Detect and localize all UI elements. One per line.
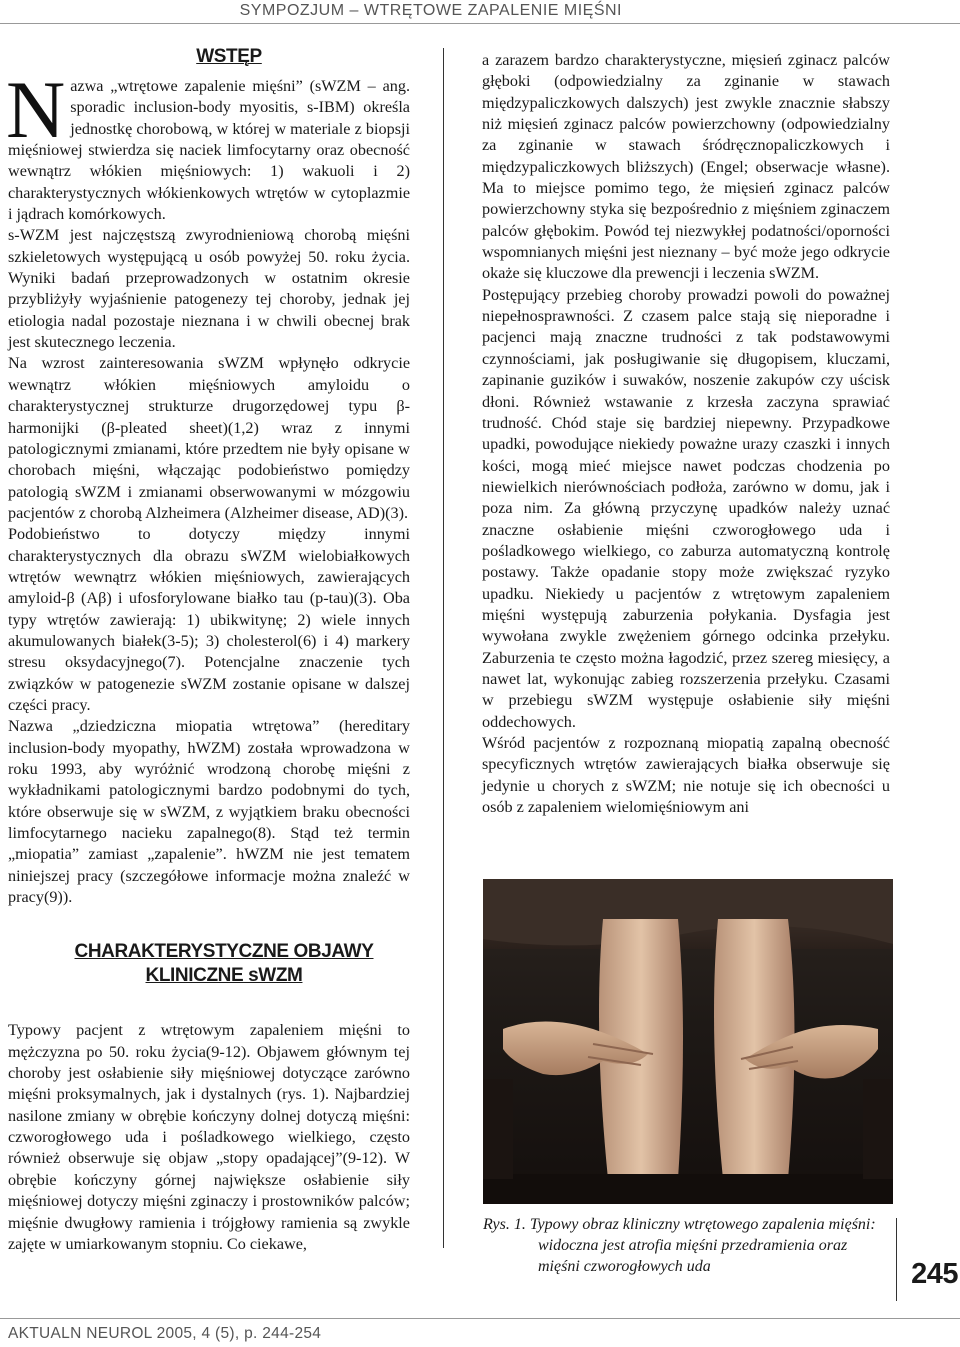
footer-citation: AKTUALN NEUROL 2005, 4 (5), p. 244-254 <box>8 1325 322 1342</box>
left-column <box>8 45 410 1255</box>
section-title-clinical <box>8 940 410 988</box>
right-paragraph-1: a zarazem bardzo charakterystyczne, mięsień zginacz palców głęboki (odpowiedzialny za zginanie w stawach międzypaliczkowych dalszych) jest zwykle znacznie słabszy niż mięsień zginacz palców powierzchowny (odpowiedzialny za zginanie w stawach śródręcznopaliczkowych i międzypaliczkowych bliższych) (Engel; obserwacje własne). Ma to miejsce pomimo tego, że mięsień zginacz palców powierzchowny styka się bezpośrednio z mięśniem zginaczem palców głębokim. Powód tej niezwykłej podatności/oporności wspomnianych mięśni jest nieznany – być może jego odkrycie okaże się kluczowe dla prewencji i leczenia sWZM. <box>482 51 890 283</box>
running-header: SYMPOZJUM – WTRĘTOWE ZAPALENIE MIĘŚNI <box>239 2 622 19</box>
figure-illustration <box>483 879 893 1204</box>
column-divider <box>443 48 444 1248</box>
right-paragraph-2: Postępujący przebieg choroby prowadzi powoli do poważnej niepełnosprawności. Z czasem palce stają się nieporadne i pacjenci mają znaczne trudności z tak podstawowymi czynnościami, jak posługiwanie się długopisem, kluczami, zapinanie guzików i suwaków, noszenie zakupów czy uścisk dłoni. Również wstawanie z krzesła zaczyna sprawiać trudność. Chód staje się bardziej niepewny. Przypadkowe upadki, powodujące niekiedy poważne urazy czaszki i innych kości, mogą mieć miejsce nawet podczas chodzenia po niewielkich nierównościach podłoża, zarówno w domu, jak i poza nim. Za główną przyczynę upadków należy uznać znaczne osłabienie mięśni czworogłowego uda i pośladkowego wielkiego, co zaburza automatyczną kontrolę postawy. Także opadanie stopy może zwiększać ryzyko upadku. Niekiedy u pacjentów z wtrętowym zapaleniem mięśni występują zaburzenia połykania. Dysfagia jest wywołana zwykle zwężeniem górnego odcinka przełyku. Zaburzenia te często można łagodzić, przez szereg miesięcy, a nawet lat, wykonując zabieg rozszerzenia przełyku. Czasami w przebiegu sWZM występuje osłabienie siły mięśni oddechowych. <box>482 285 890 731</box>
footer-rule <box>0 1318 960 1319</box>
figure-clinical-photo <box>483 879 893 1204</box>
page-number: 245 <box>911 1258 958 1290</box>
figure-caption-text: Typowy obraz kliniczny wtrętowego zapalenia mięśni: widoczna jest atrofia mięśni przedramienia oraz mięśni czworogłowych uda <box>529 1216 876 1275</box>
intro-paragraph-3: Na wzrost zainteresowania sWZM wpłynęło odkrycie wewnątrz włókien mięśniowych amyloidu o charakterystycznej strukturze drugorzędowej typu β-harmonijki (β-pleated sheet)(1,2) wraz z innymi patologicznymi zmianami, które przedtem nie były opisane w chorobach mięśni, włączając podobieństwo pomiędzy patologią sWZM i zmianami obserwowanymi w mózgowiu pacjentów z chorobą Alzheimera (Alzheimer disease, AD)(3). <box>8 354 410 522</box>
clinical-paragraph-1: Typowy pacjent z wtrętowym zapaleniem mięśni to mężczyzna po 50. roku życia(9-12). Objawem głównym tej choroby jest osłabienie siły mięśniowej dotyczące zarówno mięśni proksymalnych, jak i dystalnych (rys. 1). Najbardziej nasilone zmiany w obrębie kończyny dolnej dotyczą mięśni: czworogłowego uda i pośladkowego wielkiego, często również obserwuje się objaw „stopy opadającej”(9-12). W obrębie kończyny górnej największe osłabienie siły mięśniowej dotyczy mięśni zginaczy i prostowników palców; mięśnie dwugłowy ramienia i trójgłowy ramienia są zwykle zajęte w umiarkowanym stopniu. Co ciekawe, <box>8 1021 410 1253</box>
intro-paragraph-5: Nazwa „dziedziczna miopatia wtrętowa” (hereditary inclusion-body myopathy, hWZM) została wprowadzona w roku 1993, aby wyróżnić wrodzoną chorobę mięśni z wykładnikami patologicznymi bardzo podobnymi do tych, które obserwuje się w sWZM, z wyjątkiem braku obecności limfocytarnego nacieku zapalnego(8). Stąd też termin „miopatia” zamiast „zapalenie”. hWZM nie jest tematem niniejszej pracy (szczegółowe informacje można znaleźć w pracy(9)). <box>8 717 410 907</box>
right-paragraph-3: Wśród pacjentów z rozpoznaną miopatią zapalną obecność specyficznych wtrętów zawierających białka obserwuje się jedynie u chorych z sWZM; nie notuje się ich obecności u osób z zapaleniem wielomięśniowym ani <box>482 734 890 817</box>
section-title-intro: WSTĘP <box>196 46 262 67</box>
figure-caption <box>483 1214 891 1277</box>
header-rule <box>0 23 960 24</box>
intro-paragraph-1: Nazwa „wtrętowe zapalenie mięśni” (sWZM – ang. sporadic inclusion-body myositis, s-IBM) określa jednostkę chorobową, w której w materiale z biopsji mięśniowej stwierdza się naciek limfocytarny oraz obecność wewnątrz włókien mięśniowych: 1) wakuoli i 2) charakterystycznych włókienkowych wtrętów w cytoplazmie i jądrach komórkowych. <box>6 64 410 224</box>
intro-paragraph-2: s-WZM jest najczęstszą zwyrodnieniową chorobą mięśni szkieletowych występującą u osób powyżej 50. roku życia. Wyniki badań przeprowadzonych w ostatnim okresie przybliżyły wyjaśnienie patogenezy tej choroby, jednak jej etiologia nadal pozostaje nieznana i w chwili obecnej brak jest skutecznego leczenia. <box>8 226 410 352</box>
figure-caption-label: Rys. 1. <box>483 1216 526 1233</box>
section-title-clinical-line2: KLINICZNE sWZM <box>145 965 303 987</box>
page-number-rule <box>896 1218 897 1301</box>
drop-cap: N <box>6 64 66 155</box>
intro-paragraph-4: Podobieństwo to dotyczy między innymi charakterystycznych dla obrazu sWZM wielobiałkowych wtrętów wewnątrz włókien mięśniowych, zawierających amyloid-β (Aβ) i ufosforylowane białko tau (p-tau)(3). Oba typy wtrętów zawierają: 1) ubikwitynę; 2) wiele innych akumulowanych białek(3-5); 3) cholesterol(6) i 4) markery stresu oksydacyjnego(7). Potencjalne znaczenie tych związków w patogenezie sWZM zostanie opisane w dalszej części pracy. <box>8 525 410 714</box>
right-column <box>482 50 890 818</box>
section-title-clinical-line1: CHARAKTERYSTYCZNE OBJAWY <box>74 941 374 963</box>
